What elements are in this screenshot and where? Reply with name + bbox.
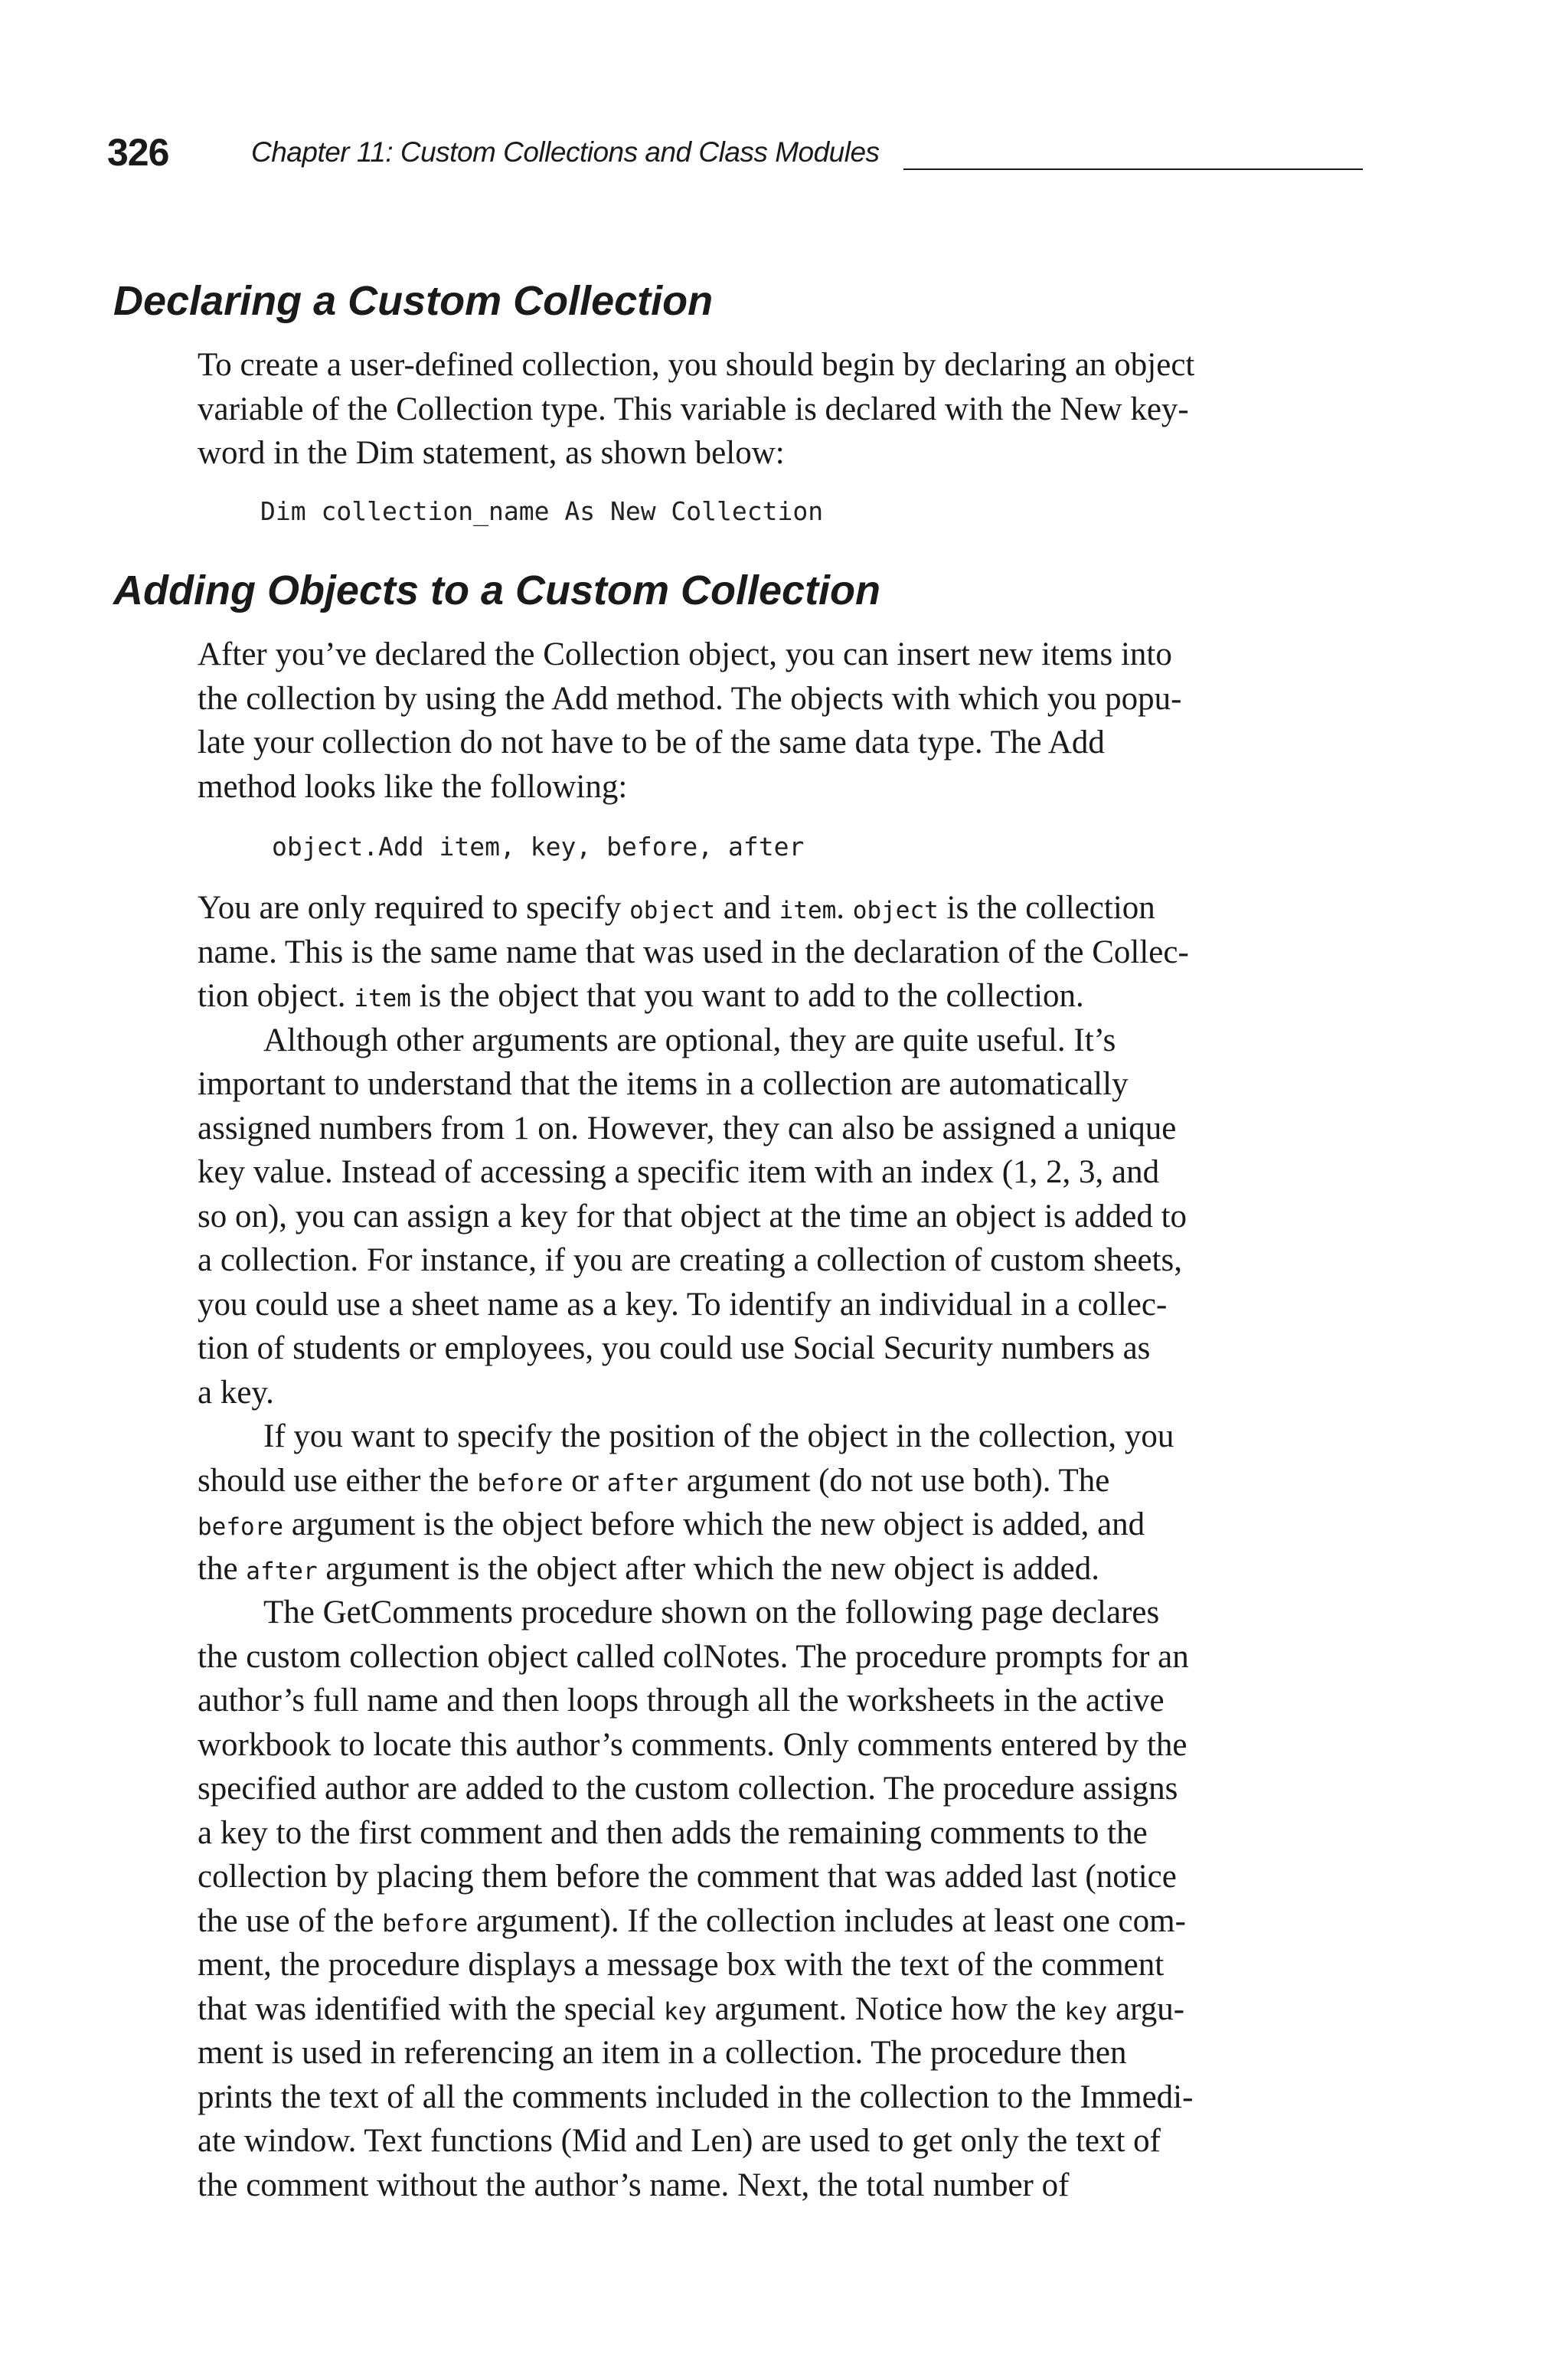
inline-code: item bbox=[354, 985, 411, 1012]
section-heading-declaring: Declaring a Custom Collection bbox=[113, 278, 714, 324]
text-line: If you want to specify the position of the object in the collection, you bbox=[263, 1418, 1174, 1454]
inline-code: after bbox=[246, 1557, 318, 1585]
body-paragraphs bbox=[198, 886, 1377, 2207]
inline-code: item bbox=[779, 897, 837, 924]
header-rule bbox=[903, 168, 1363, 170]
text-line: tion object. item is the object that you want to add to the collection. bbox=[198, 978, 1084, 1014]
text-line: ment, the procedure displays a message box with the text of the comment bbox=[198, 1947, 1165, 1983]
text-line: author’s full name and then loops through all the worksheets in the active bbox=[198, 1683, 1165, 1719]
text-line: specified author are added to the custom collection. The procedure assigns bbox=[198, 1771, 1178, 1807]
text-line: ment is used in referencing an item in a collection. The procedure then bbox=[198, 2035, 1127, 2071]
text-line: ate window. Text functions (Mid and Len) are used to get only the text of bbox=[198, 2123, 1161, 2159]
inline-code: key bbox=[664, 1997, 707, 2026]
page-number: 326 bbox=[107, 131, 169, 174]
text-line: After you’ve declared the Collection object, you can insert new items into bbox=[198, 636, 1172, 672]
text-line: a key to the first comment and then adds the remaining comments to the bbox=[198, 1814, 1148, 1851]
text-line: should use either the before or after argument (do not use both). The bbox=[198, 1462, 1110, 1499]
inline-code: before bbox=[198, 1513, 283, 1541]
text-line: you could use a sheet name as a key. To identify an individual in a collec- bbox=[198, 1286, 1168, 1323]
inline-code: before bbox=[382, 1909, 469, 1938]
section-2-paragraph bbox=[198, 633, 1377, 809]
text-line: You are only required to specify object and item. object is the collection bbox=[198, 890, 1155, 926]
text-line: so on), you can assign a key for that object at the time an object is added to bbox=[198, 1198, 1187, 1235]
code-dim-statement: Dim collection_name As New Collection bbox=[260, 496, 824, 526]
chapter-title: Chapter 11: Custom Collections and Class Modules bbox=[251, 136, 880, 168]
running-header bbox=[107, 123, 1363, 176]
text-line: workbook to locate this author’s comments. Only comments entered by the bbox=[198, 1726, 1187, 1763]
text-line: the custom collection object called colNotes. The procedure prompts for an bbox=[198, 1638, 1189, 1675]
text-line: before argument is the object before which the new object is added, and bbox=[198, 1506, 1145, 1542]
text-line: important to understand that the items in a collection are automatically bbox=[198, 1066, 1129, 1102]
text-line: key value. Instead of accessing a specific item with an index (1, 2, 3, and bbox=[198, 1154, 1160, 1190]
text-line: a key. bbox=[198, 1374, 274, 1411]
text-line: the comment without the author’s name. Next, the total number of bbox=[198, 2167, 1070, 2203]
text-line: Although other arguments are optional, they are quite useful. It’s bbox=[263, 1022, 1116, 1058]
code-add-syntax: object.Add item, key, before, after bbox=[272, 832, 805, 862]
text-line: the after argument is the object after which the new object is added. bbox=[198, 1550, 1099, 1587]
text-line: method looks like the following: bbox=[198, 768, 628, 805]
text-line: that was identified with the special key argument. Notice how the key argu- bbox=[198, 1990, 1185, 2027]
text-line: the collection by using the Add method. The objects with which you popu- bbox=[198, 680, 1182, 717]
text-line: variable of the Collection type. This variable is declared with the New key- bbox=[198, 391, 1189, 427]
inline-code: after bbox=[606, 1469, 679, 1497]
section-1-paragraph bbox=[198, 343, 1377, 476]
text-line: prints the text of all the comments included in the collection to the Immedi- bbox=[198, 2078, 1194, 2115]
text-line: word in the Dim statement, as shown below: bbox=[198, 435, 785, 471]
text-line: collection by placing them before the comment that was added last (notice bbox=[198, 1859, 1177, 1895]
text-line: a collection. For instance, if you are creating a collection of custom sheets, bbox=[198, 1242, 1182, 1278]
section-heading-adding: Adding Objects to a Custom Collection bbox=[113, 567, 881, 613]
text-line: late your collection do not have to be of the same data type. The Add bbox=[198, 724, 1105, 760]
text-line: assigned numbers from 1 on. However, they can also be assigned a unique bbox=[198, 1110, 1177, 1146]
text-line: tion of students or employees, you could use Social Security numbers as bbox=[198, 1330, 1151, 1366]
inline-code: object bbox=[852, 897, 939, 924]
text-line: name. This is the same name that was used in the declaration of the Collec- bbox=[198, 934, 1189, 970]
text-line: The GetComments procedure shown on the following page declares bbox=[263, 1594, 1160, 1630]
inline-code: before bbox=[477, 1469, 564, 1497]
inline-code: object bbox=[629, 897, 716, 924]
inline-code: key bbox=[1064, 1997, 1108, 2026]
text-line: the use of the before argument). If the collection includes at least one com- bbox=[198, 1902, 1186, 1939]
text-line: To create a user-defined collection, you should begin by declaring an object bbox=[198, 347, 1195, 383]
